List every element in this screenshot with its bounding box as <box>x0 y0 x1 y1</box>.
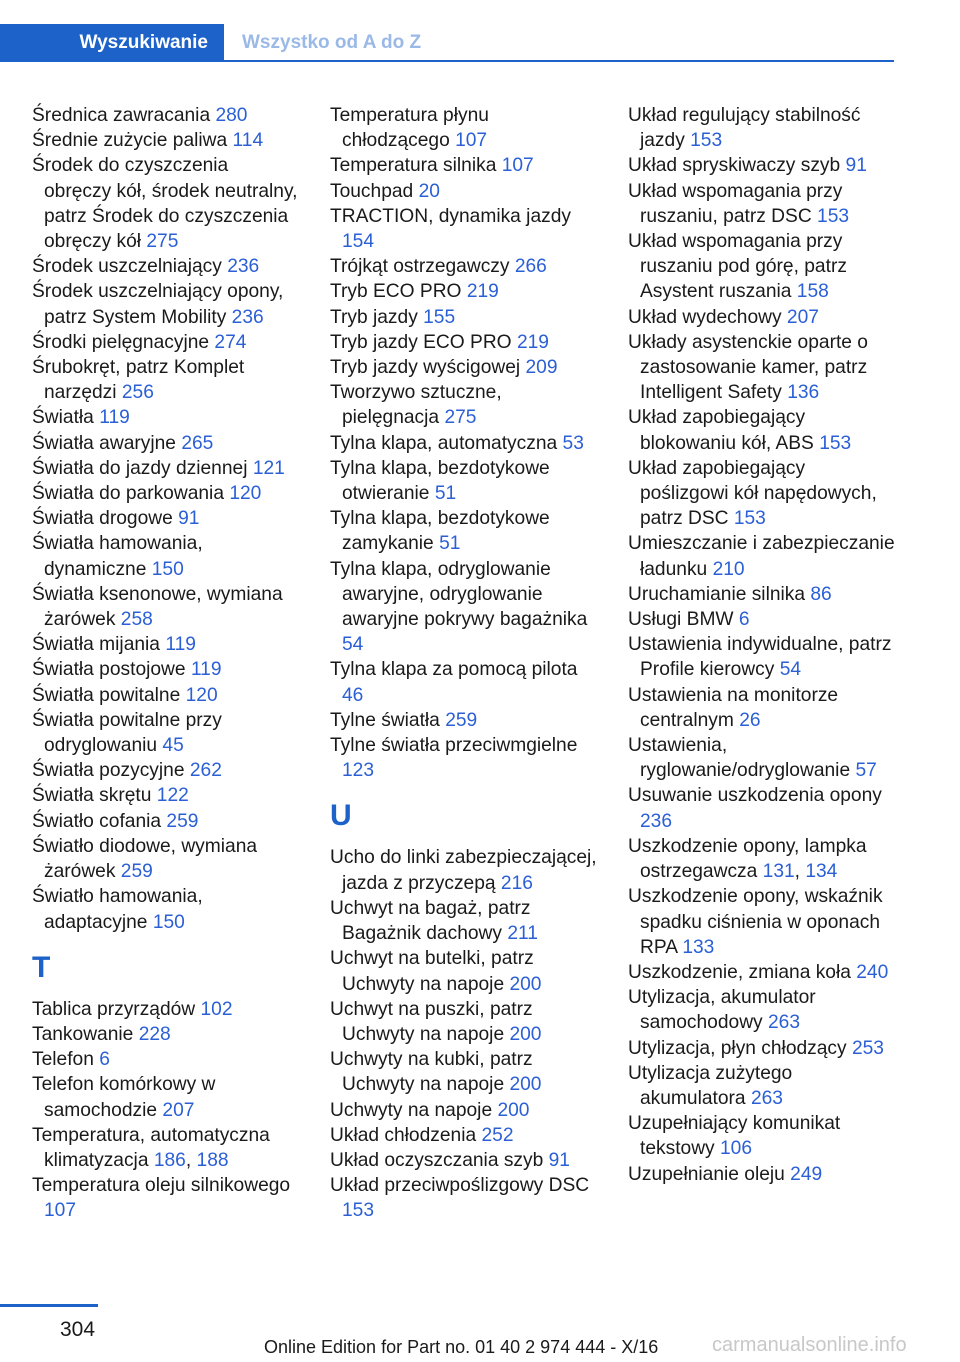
page-link[interactable]: 121 <box>252 457 285 479</box>
index-entry <box>32 582 300 632</box>
index-entry <box>330 279 598 304</box>
index-entry <box>32 103 300 128</box>
index-term: Uchwyty na napoje <box>330 1099 493 1121</box>
index-entry <box>330 179 598 204</box>
page-link[interactable]: 54 <box>779 659 802 681</box>
index-entry <box>628 1162 898 1187</box>
page-link[interactable]: 119 <box>99 407 130 429</box>
index-entry <box>32 506 300 531</box>
page-link[interactable]: 114 <box>232 130 264 152</box>
index-entry <box>330 380 598 430</box>
index-entry: Uszkodzenie opony, lampka ostrzegawcza 131, 134 <box>628 835 867 883</box>
page-link[interactable]: 153 <box>733 508 766 530</box>
index-entry <box>32 355 300 405</box>
index-entry <box>330 456 598 506</box>
index-entry <box>628 103 898 153</box>
index-term: Temperatura płynu chłodzącego <box>330 105 489 152</box>
index-term: Usługi BMW <box>628 609 734 631</box>
index-entry <box>32 1022 300 1047</box>
index-entry <box>32 683 300 708</box>
index-term: Temperatura silnika <box>330 155 497 177</box>
index-entry <box>330 305 598 330</box>
index-entry <box>330 896 598 946</box>
page-link[interactable]: 263 <box>750 1087 783 1109</box>
index-term: Tworzywo sztuczne, pielęgnacja <box>330 382 502 429</box>
index-column-2 <box>330 103 598 1224</box>
index-entry <box>32 431 300 456</box>
watermark-text: carmanualsonline.info <box>712 1334 907 1356</box>
index-entry <box>330 1148 598 1173</box>
page-link[interactable]: 211 <box>507 923 538 945</box>
page-link[interactable]: 210 <box>712 558 745 580</box>
index-entry <box>628 884 898 960</box>
index-term: Uchwyt na puszki, patrz Uchwyty na napoje <box>330 998 533 1045</box>
index-entry <box>330 103 598 153</box>
index-entry <box>32 884 300 934</box>
page-link[interactable]: 153 <box>690 130 723 152</box>
page-link[interactable]: 240 <box>856 961 889 983</box>
page-link[interactable]: 102 <box>200 998 233 1020</box>
index-entry <box>628 229 898 305</box>
index-term: Ustawienia indywidualne, patrz Profile kierowcy <box>628 634 892 681</box>
index-term: Uruchamianie silnika <box>628 583 806 605</box>
header-bar <box>0 0 960 62</box>
index-term: Tylna klapa za pomocą pilota <box>330 659 578 681</box>
index-term: Średnica zawracania <box>32 105 211 126</box>
index-term: Układ przeciwpoślizgowy DSC <box>330 1175 590 1197</box>
index-entry <box>628 985 898 1035</box>
index-entry: Temperatura, automatyczna klimatyzacja 186, 188 <box>32 1124 270 1171</box>
page-link[interactable]: 91 <box>178 508 200 530</box>
index-term: Układ spryskiwaczy szyb <box>628 155 841 177</box>
page-link[interactable]: 253 <box>851 1037 884 1059</box>
index-term: Światło hamowania, adaptacyjne <box>32 886 203 933</box>
index-entry <box>330 946 598 996</box>
page-link[interactable]: 155 <box>423 306 456 328</box>
index-term: Tryb jazdy ECO PRO <box>330 331 512 353</box>
page-link[interactable]: 263 <box>768 1012 801 1034</box>
index-term: Światła hamowania, dynamiczne <box>32 533 203 580</box>
page-link[interactable]: 219 <box>466 281 499 303</box>
page-link[interactable]: 158 <box>796 281 829 303</box>
page-link[interactable]: 228 <box>138 1023 171 1045</box>
index-term: Uchwyty na kubki, patrz Uchwyty na napoje <box>330 1049 533 1096</box>
index-entry <box>628 632 898 682</box>
page-link[interactable]: 107 <box>501 155 534 177</box>
footer-rule <box>0 1304 98 1307</box>
index-term: Światła do parkowania <box>32 483 224 505</box>
page-link[interactable]: 154 <box>342 231 375 253</box>
page-link[interactable]: 236 <box>231 306 264 328</box>
index-term: Światła skrętu <box>32 785 152 807</box>
index-entry <box>330 1047 598 1097</box>
tab-search[interactable] <box>0 24 224 62</box>
index-term: Układ chłodzenia <box>330 1124 477 1146</box>
index-entry <box>330 254 598 279</box>
index-entry <box>628 1061 898 1111</box>
index-entry <box>330 557 598 658</box>
index-term: Umieszczanie i zabezpieczanie ładunku <box>628 533 895 580</box>
index-term: Usuwanie uszkodzenia opony <box>628 785 882 807</box>
index-term: Środek uszczelniający opony, patrz System Mobility <box>32 281 284 328</box>
page-link[interactable]: 6 <box>738 609 750 631</box>
page-link[interactable]: 186 <box>153 1149 186 1171</box>
index-entry <box>330 845 598 895</box>
page-link[interactable]: 51 <box>439 533 461 555</box>
page-link[interactable]: 51 <box>434 483 457 505</box>
index-term: Światła powitalne przy odryglowaniu <box>32 709 222 757</box>
index-term: Układy asystenckie oparte o zastosowanie kamer, patrz Intelligent Safety <box>628 331 868 404</box>
page-link[interactable]: 20 <box>418 180 440 202</box>
page-link[interactable]: 150 <box>152 911 185 933</box>
index-term: Uzupełniający komunikat tekstowy <box>628 1113 841 1160</box>
index-entry <box>330 355 598 380</box>
page-link[interactable]: 120 <box>185 684 218 706</box>
page-link[interactable]: 46 <box>342 684 364 706</box>
index-term: Uchwyt na bagaż, patrz Bagażnik dachowy <box>330 897 531 945</box>
page-link[interactable]: 200 <box>497 1099 530 1121</box>
index-term: TRACTION, dynamika jazdy <box>330 205 571 227</box>
index-term: Trójkąt ostrzegawczy <box>330 256 510 278</box>
page-link[interactable]: 153 <box>342 1200 375 1222</box>
index-entry <box>32 128 300 153</box>
index-entry <box>32 758 300 783</box>
index-term: Tryb jazdy <box>330 306 418 328</box>
index-entry <box>628 582 898 607</box>
index-entry <box>330 506 598 556</box>
index-entry <box>628 153 898 178</box>
index-term: Temperatura, automatyczna klimatyzacja <box>32 1124 270 1171</box>
index-entry <box>628 1111 898 1161</box>
index-entry <box>628 531 898 581</box>
index-entry <box>628 305 898 330</box>
index-term: Tryb jazdy wyścigowej <box>330 357 521 379</box>
page-link[interactable]: 131 <box>762 861 795 883</box>
page-link[interactable]: 57 <box>855 760 877 782</box>
index-entry <box>330 330 598 355</box>
index-entry <box>32 708 300 758</box>
page-link[interactable]: 219 <box>516 331 549 353</box>
index-term: Światła ksenonowe, wymiana żarówek <box>32 583 283 631</box>
index-entry <box>32 481 300 506</box>
index-entry <box>32 153 300 254</box>
index-entry <box>32 456 300 481</box>
page-link[interactable]: 258 <box>120 609 153 631</box>
page-link[interactable]: 256 <box>121 382 154 404</box>
index-entry <box>32 531 300 581</box>
index-entry <box>32 1072 300 1122</box>
index-term: Światło diodowe, wymiana żarówek <box>32 835 258 883</box>
page-link[interactable]: 259 <box>445 709 478 731</box>
index-term: Śrubokręt, patrz Komplet narzędzi <box>32 357 245 404</box>
index-term: Światła do jazdy dziennej <box>32 457 248 479</box>
index-term: Światło cofania <box>32 810 162 832</box>
index-entry <box>330 1173 598 1223</box>
index-column-3 <box>628 103 898 1187</box>
index-entry <box>32 330 300 355</box>
page-link[interactable]: 266 <box>514 256 547 278</box>
index-term: Światła awaryjne <box>32 432 176 454</box>
index-term: Touchpad <box>330 180 414 202</box>
header-rule <box>224 60 894 62</box>
index-entry <box>628 733 898 783</box>
page-link[interactable]: 86 <box>810 583 832 605</box>
index-term: Światła pozycyjne <box>32 760 185 782</box>
page-link[interactable]: 120 <box>229 483 262 505</box>
index-term: Środek do czyszczenia obręczy kół, środek neutralny, patrz Środek do czyszczenia obręczy kół <box>32 155 298 253</box>
page-link[interactable]: 136 <box>787 382 820 404</box>
index-entry <box>628 179 898 229</box>
page-link[interactable]: 107 <box>455 130 488 152</box>
index-entry <box>330 733 598 783</box>
index-entry <box>628 330 898 406</box>
index-term: Tylna klapa, bezdotykowe otwieranie <box>330 457 550 505</box>
index-term: Środek uszczelniający <box>32 256 222 278</box>
index-entry <box>330 431 598 456</box>
page-link[interactable]: 153 <box>817 205 850 227</box>
index-term: Uchwyt na butelki, patrz Uchwyty na napoje <box>330 948 534 995</box>
page-link[interactable]: 54 <box>342 634 364 656</box>
page-link[interactable]: 274 <box>214 331 247 353</box>
index-term: Ucho do linki zabezpieczającej, jazda z przyczepą <box>330 847 597 894</box>
index-term: Uszkodzenie opony, wskaźnik spadku ciśnienia w oponach RPA <box>628 886 883 958</box>
page-link[interactable]: 249 <box>790 1163 823 1185</box>
index-term: Tylne światła przeciwmgielne <box>330 735 578 757</box>
edition-text: Online Edition for Part no. 01 40 2 974 444 - X/16 <box>264 1337 659 1357</box>
index-term: Tryb ECO PRO <box>330 281 462 303</box>
page-link[interactable]: 236 <box>227 256 260 278</box>
index-entry <box>628 405 898 455</box>
index-term: Utylizacja, akumulator samochodowy <box>628 987 816 1034</box>
index-term: Tylna klapa, automatyczna <box>330 432 558 454</box>
page-link[interactable]: 107 <box>44 1200 77 1222</box>
index-entry <box>330 204 598 254</box>
index-term: Temperatura oleju silnikowego <box>32 1175 291 1197</box>
page-link[interactable]: 26 <box>739 709 761 731</box>
tab-search-label: Wyszukiwanie <box>79 32 208 53</box>
index-term: Tankowanie <box>32 1023 134 1045</box>
tab-a-to-z-label: Wszystko od A do Z <box>242 32 422 53</box>
page-link[interactable]: 133 <box>682 936 715 958</box>
index-term: Tylna klapa, bezdotykowe zamykanie <box>330 508 550 555</box>
index-term: Utylizacja, płyn chłodzący <box>628 1037 847 1059</box>
page-link[interactable]: 150 <box>151 558 184 580</box>
index-entry <box>32 657 300 682</box>
index-term: Układ zapobiegający poślizgowi kół napędowych, patrz DSC <box>628 457 877 530</box>
index-entry <box>330 708 598 733</box>
page-link[interactable]: 200 <box>509 1074 542 1096</box>
page-link[interactable]: 119 <box>190 659 222 681</box>
index-entry <box>32 632 300 657</box>
page-number: 304 <box>60 1318 96 1341</box>
page-link[interactable]: 207 <box>786 306 819 328</box>
page-link[interactable]: 259 <box>166 810 199 832</box>
index-term: Uszkodzenie, zmiana koła <box>628 961 851 983</box>
index-term: Układ zapobiegający blokowaniu kół, ABS <box>628 407 814 454</box>
index-term: Ustawienia na monitorze centralnym <box>628 684 839 731</box>
page-link[interactable]: 200 <box>509 1023 542 1045</box>
page-link[interactable]: 91 <box>548 1149 570 1171</box>
index-entry <box>32 783 300 808</box>
page-link[interactable]: 122 <box>156 785 189 807</box>
page-link[interactable]: 262 <box>189 760 222 782</box>
index-term: Światła drogowe <box>32 508 173 530</box>
index-entry <box>32 809 300 834</box>
section-letter: T <box>32 950 51 984</box>
index-entry <box>330 1123 598 1148</box>
index-term: Światła <box>32 407 94 429</box>
index-entry <box>32 1047 300 1072</box>
index-entry <box>32 405 300 430</box>
index-entry <box>330 1098 598 1123</box>
page-link[interactable]: 134 <box>805 861 838 883</box>
page-link[interactable]: 6 <box>99 1049 110 1071</box>
index-entry <box>32 834 300 884</box>
index-entry <box>628 1036 898 1061</box>
index-term: Tylna klapa, odryglowanie awaryjne, odryglowanie awaryjne pokrywy bagażnika <box>330 558 588 631</box>
page-link[interactable]: 53 <box>562 432 584 454</box>
page-link[interactable]: 188 <box>196 1149 229 1171</box>
page-link[interactable]: 216 <box>500 872 533 894</box>
page-link[interactable]: 252 <box>481 1124 514 1146</box>
page-link[interactable]: 236 <box>640 810 673 832</box>
index-term: Uzupełnianie oleju <box>628 1163 785 1185</box>
index-term: Utylizacja zużytego akumulatora <box>628 1062 793 1109</box>
index-entry <box>330 997 598 1047</box>
page-link[interactable]: 209 <box>525 357 558 379</box>
page-link[interactable]: 259 <box>120 861 153 883</box>
index-term: Telefon <box>32 1049 94 1071</box>
page-link[interactable]: 123 <box>342 760 375 782</box>
index-term: Układ regulujący stabilność jazdy <box>628 105 861 152</box>
index-entry <box>330 153 598 178</box>
index-entry <box>32 997 300 1022</box>
page-link[interactable]: 200 <box>509 973 542 995</box>
index-entry <box>330 657 598 707</box>
section-letter: U <box>330 799 352 833</box>
index-term: Ustawienia, ryglowanie/odryglowanie <box>628 735 851 782</box>
index-term: Telefon komórkowy w samochodzie <box>32 1074 216 1121</box>
index-term: Układ oczyszczania szyb <box>330 1149 544 1171</box>
index-term: Światła postojowe <box>32 659 186 681</box>
index-entry <box>32 254 300 279</box>
page-link[interactable]: 207 <box>162 1099 195 1121</box>
index-entry <box>628 683 898 733</box>
index-column-1 <box>32 103 300 1224</box>
index-term: Środki pielęgnacyjne <box>32 331 210 353</box>
index-term: Układ wspomagania przy ruszaniu, patrz DSC <box>628 180 843 227</box>
index-term: Tablica przyrządów <box>32 998 196 1020</box>
index-term: Układ wspomagania przy ruszaniu pod górę, patrz Asystent ruszania <box>628 231 847 303</box>
index-entry <box>32 1173 300 1223</box>
page-link[interactable]: 45 <box>162 735 184 757</box>
tab-a-to-z[interactable] <box>242 24 421 62</box>
index-entry <box>628 607 898 632</box>
page-link[interactable]: 119 <box>165 634 196 656</box>
index-term: Układ wydechowy <box>628 306 782 328</box>
index-term: Średnie zużycie paliwa <box>32 130 228 152</box>
page-link[interactable]: 106 <box>720 1138 753 1160</box>
page-link[interactable]: 275 <box>444 407 477 429</box>
page-link[interactable]: 91 <box>845 155 867 177</box>
index-term: Światła powitalne <box>32 684 181 706</box>
index-entry <box>32 279 300 329</box>
index-term: Światła mijania <box>32 634 160 656</box>
index-entry <box>628 960 898 985</box>
page-link[interactable]: 280 <box>215 105 248 126</box>
page-link[interactable]: 153 <box>819 432 852 454</box>
page-link[interactable]: 275 <box>146 231 179 253</box>
page-link[interactable]: 265 <box>181 432 214 454</box>
index-entry <box>628 783 898 833</box>
index-term: Uszkodzenie opony, lampka ostrzegawcza <box>628 835 867 883</box>
index-term: Tylne światła <box>330 709 440 731</box>
index-entry <box>628 456 898 532</box>
